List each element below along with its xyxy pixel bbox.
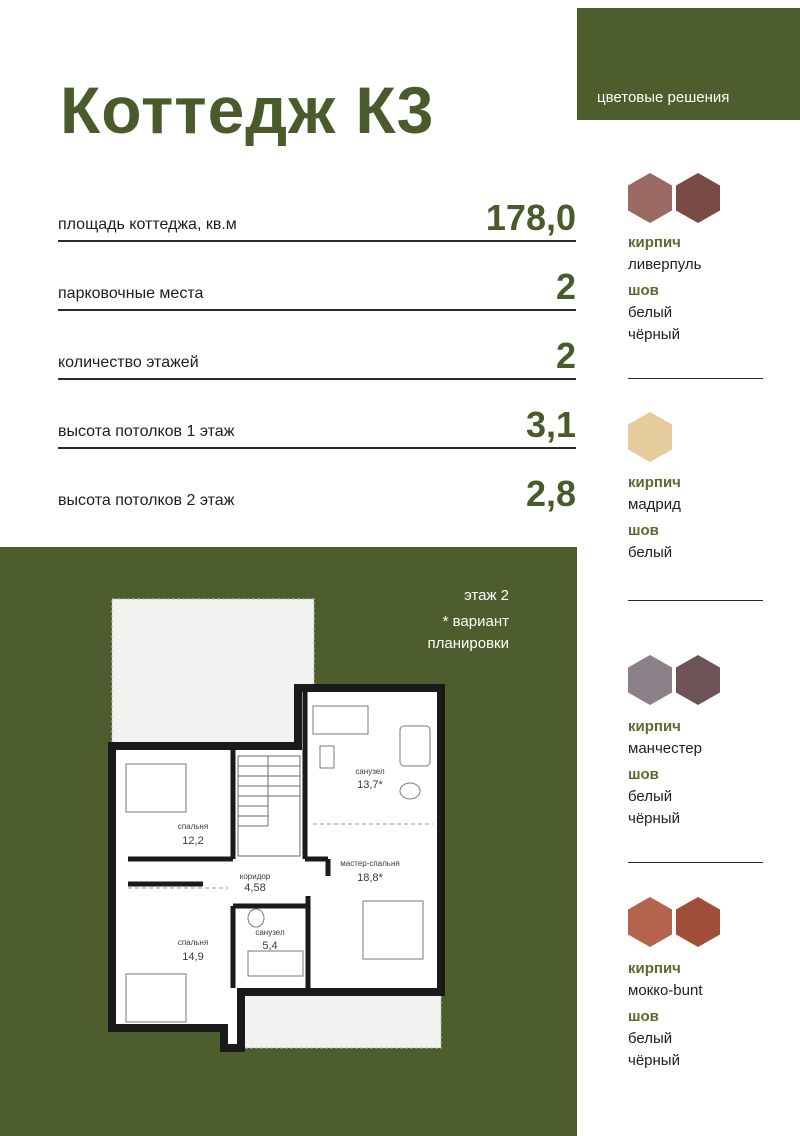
joint-label: шов [628,522,659,539]
spec-label: парковочные места [58,285,204,302]
joint-option: белый [628,544,673,561]
brick-swatch-icon [676,173,720,223]
room-area: 4,58 [244,882,266,894]
room-area: 18,8* [357,872,383,884]
spec-row-floors [58,335,576,380]
spec-label: высота потолков 2 этаж [58,492,235,509]
joint-option: чёрный [628,326,680,343]
spec-row-parking [58,266,576,311]
color-solutions-heading: цветовые решения [597,89,730,106]
spec-value: 2 [555,266,576,307]
plan-note: * вариант [442,613,509,630]
spec-value: 2,8 [525,473,576,514]
joint-option: белый [628,788,673,805]
brick-label: кирпич [628,234,681,251]
room-area: 12,2 [182,835,204,847]
brick-swatch-icon [628,173,672,223]
spec-label: количество этажей [58,354,199,371]
brick-name: ливерпуль [628,256,702,273]
divider [628,600,763,601]
spec-row-ceiling-1 [58,404,576,449]
brick-swatch-icon [676,655,720,705]
joint-option: белый [628,304,673,321]
brick-label: кирпич [628,960,681,977]
divider [628,862,763,863]
brick-swatch-icon [676,897,720,947]
divider [628,378,763,379]
page-title: Коттедж К3 [60,73,435,147]
room-name: санузел [255,928,285,937]
spec-value: 178,0 [485,197,576,238]
room-name: спальня [177,938,209,947]
spec-row-area [58,197,576,242]
joint-label: шов [628,282,659,299]
color-solutions-header [577,8,800,120]
spec-value: 2 [555,335,576,376]
joint-option: белый [628,1030,673,1047]
room-name: мастер-спальня [340,859,400,868]
room-area: 13,7* [357,779,383,791]
floor-plan [108,596,448,1056]
joint-option: чёрный [628,810,680,827]
brick-label: кирпич [628,474,681,491]
room-area: 14,9 [182,951,204,963]
brick-swatch-icon [628,655,672,705]
material-option-manchester [628,716,702,830]
brick-label: кирпич [628,718,681,735]
spec-value: 3,1 [525,404,576,445]
joint-label: шов [628,766,659,783]
floor-label: этаж 2 [464,587,509,604]
room-name: спальня [177,822,209,831]
room-name: санузел [355,767,385,776]
room-name: коридор [239,872,271,881]
terrace [112,599,314,749]
joint-option: чёрный [628,1052,680,1069]
joint-label: шов [628,1008,659,1025]
brick-swatch-icon [628,897,672,947]
spec-label: высота потолков 1 этаж [58,423,235,440]
brick-name: мокко-bunt [628,982,703,999]
material-option-madrid [628,472,681,564]
brick-name: манчестер [628,740,702,757]
spec-row-ceiling-2 [58,473,576,516]
brick-swatch-icon [628,412,672,462]
room-area: 5,4 [262,940,278,952]
material-option-mokko [628,958,702,1072]
material-option-liverpool [628,232,701,346]
brick-name: мадрид [628,496,681,513]
spec-label: площадь коттеджа, кв.м [58,216,237,233]
plan-note-2: планировки [427,635,509,652]
